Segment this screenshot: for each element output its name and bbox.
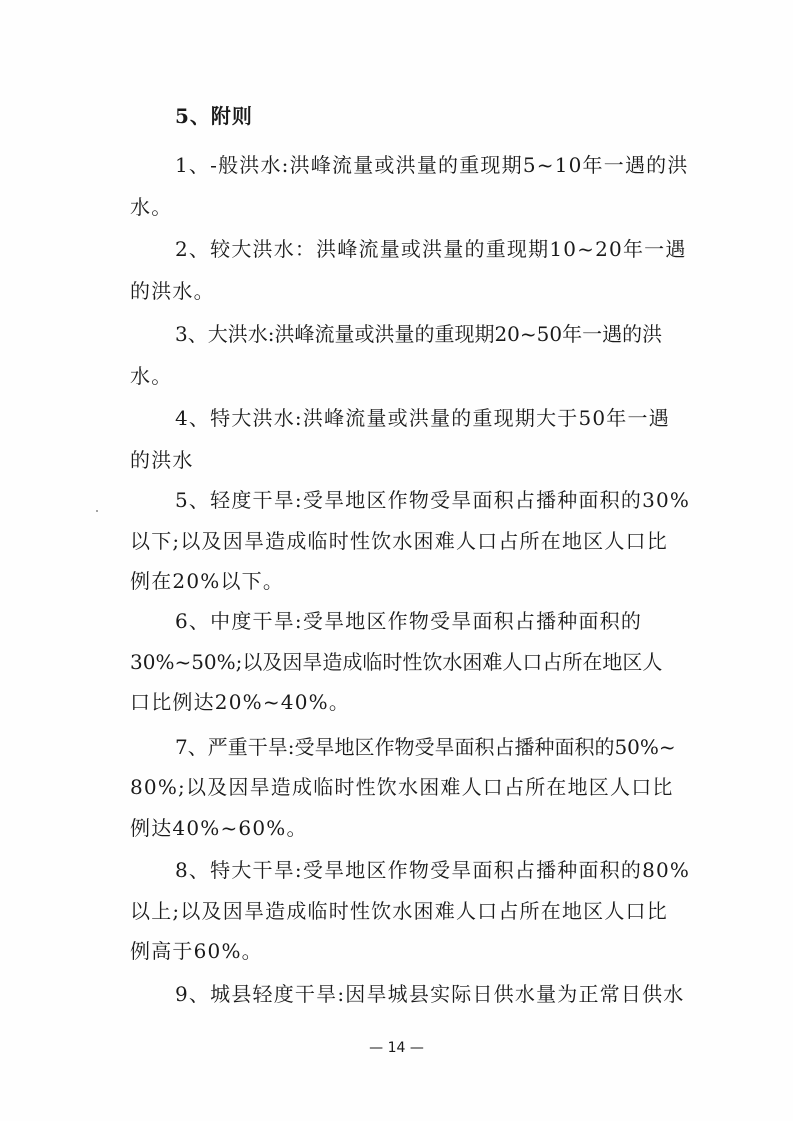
paragraph-6-line-2: 30%~50%;以及因旱造成临时性饮水困难人口占所在地区人 (130, 650, 663, 674)
paragraph-7-line-2: 80%;以及因旱造成临时性饮水困难人口占所在地区人口比 (130, 775, 674, 799)
paragraph-8-line-1: 8、特大干旱:受旱地区作物受旱面积占播种面积的80% (175, 858, 691, 882)
scan-speck (96, 510, 98, 512)
paragraph-4-line-1: 4、特大洪水:洪峰流量或洪量的重现期大于50年一遇 (175, 406, 670, 430)
paragraph-6-line-1: 6、中度干旱:受旱地区作物受旱面积占播种面积的 (175, 609, 643, 633)
paragraph-5-line-3: 例在20%以下。 (130, 569, 285, 593)
section-heading: 5、附则 (175, 104, 253, 128)
paragraph-8-line-2: 以上;以及因旱造成临时性饮水困难人口占所在地区人口比 (130, 899, 668, 923)
paragraph-2-line-1: 2、较大洪水：洪峰流量或洪量的重现期10~20年一遇 (175, 237, 687, 261)
paragraph-8-line-3: 例高于60%。 (130, 939, 263, 963)
paragraph-1-line-1: 1、-般洪水:洪峰流量或洪量的重现期5~10年一遇的洪 (175, 153, 689, 177)
paragraph-1-line-2: 水。 (130, 195, 173, 219)
paragraph-5-line-2: 以下;以及因旱造成临时性饮水困难人口占所在地区人口比 (130, 529, 668, 553)
paragraph-7-line-1: 7、严重干旱:受旱地区作物受旱面积占播种面积的50%~ (175, 735, 676, 759)
paragraph-6-line-3: 口比例达20%~40%。 (130, 690, 351, 714)
paragraph-3-line-2: 水。 (130, 364, 173, 388)
paragraph-7-line-3: 例达40%~60%。 (130, 816, 308, 840)
paragraph-9-line-1: 9、城县轻度干旱:因旱城县实际日供水量为正常日供水 (175, 982, 685, 1006)
paragraph-2-line-2: 的洪水。 (130, 279, 215, 303)
page-number: — 14 — (369, 1040, 424, 1056)
paragraph-4-line-2: 的洪水 (130, 448, 194, 472)
paragraph-5-line-1: 5、轻度干旱:受旱地区作物受旱面积占播种面积的30% (175, 488, 691, 512)
paragraph-3-line-1: 3、大洪水:洪峰流量或洪量的重现期20~50年一遇的洪 (175, 322, 663, 346)
